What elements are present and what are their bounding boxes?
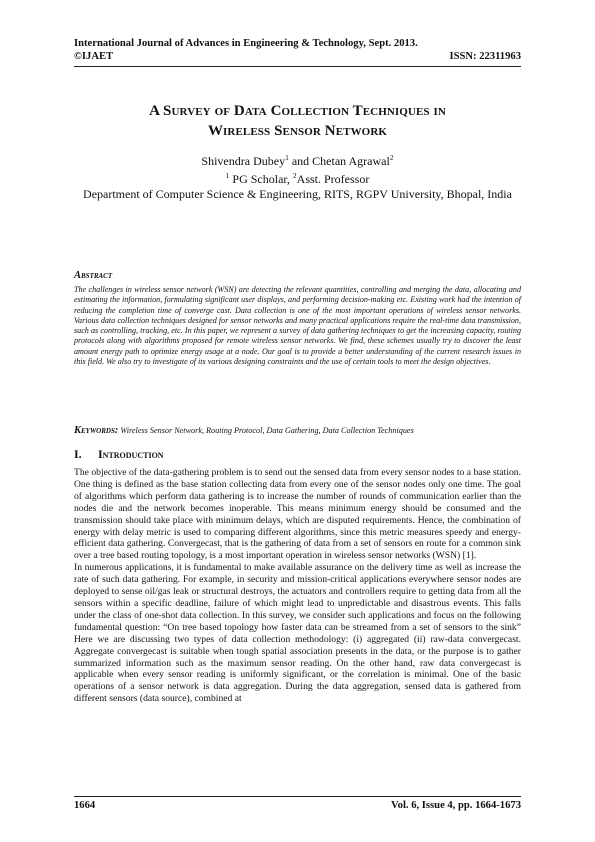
keywords-label: Keywords: [74,425,119,436]
copyright-label: ©IJAET [74,51,114,62]
journal-name: International Journal of Advances in Engineering & Technology, Sept. 2013. [74,38,418,49]
author-roles [74,169,521,186]
author-1: Shivendra Dubey [201,154,286,168]
section-title: Introduction [98,447,164,461]
section-number: I. [74,447,82,461]
issn-label: ISSN: 22311963 [449,51,521,62]
role-1-mark: 1 [225,171,230,180]
page-footer [74,800,521,811]
author-block [74,151,521,201]
abstract-text: The challenges in wireless sensor network (WSN) are detecting the relevant quantities, controlling and merging the data, allocating and estimating the information, formulating significant user displays, and performing decision-making etc. Existing work had the intention of reducing the completion time of converge cast. Data collection is one of the most important operations of wireless sensor networks. Various data collection techniques designed for sensor networks and many practical applications require the real-time data transmission, such as controlling, tracking, etc. In this paper, we represent a survey of data gathering techniques to get the increasing capacity, routing protocols along with algorithms proposed for remote wireless sensor networks. We find, these schemes usually try to discover the least amount energy path to optimize energy usage at a node. Our goal is to provide a better understanding of the current research issues in this field. We also try to investigate of its various designing constraints and the use of certain tools to meet the design objectives. [74,285,521,367]
title-line-1: A Survey of Data Collection Techniques in [149,103,446,119]
author-2: Chetan Agrawal [312,154,390,168]
running-header [74,37,521,63]
affiliation: Department of Computer Science & Engineering, RITS, RGPV University, Bhopal, India [83,187,512,201]
role-1: PG Scholar, [229,172,293,186]
author-names [74,151,521,168]
abstract-heading: Abstract [74,270,113,281]
paper-title [74,101,521,141]
role-2-mark: 2 [292,171,297,180]
footer-rule [74,796,521,797]
intro-paragraph-2: In numerous applications, it is fundamental to make available assurance on the delivery time as well as increase the rate of such data gathering. For example, in security and mission-critical applications everywhere sensor nodes are deployed to sense oil/gas leak or structural destroys, the actuators and controllers require to getting data from all the sensors within a specific deadline, failure of which might lead to unpredictable and disastrous events. This falls under the class of one-shot data collection. In this survey, we consider such applications and focus on the following fundamental question: “On tree based topology how faster data can be streamed from a set of sensors to the sink” Here we are discussing two types of data collection methodology: (i) aggregated (ii) raw-data convergecast. Aggregate convergecast is suitable when tough spatial association presents in the data, or the purpose is to gather summarized information such as the maximum sensor reading. On the other hand, raw data convergecast is applicable when every sensor reading is uniformly significant, or the correlation is minimal. One of the basic operations of a sensor network is data aggregation. During the data aggregation, sensed data is gathered from different sensors (data source), combined at [74,562,521,705]
keywords-text: Wireless Sensor Network, Routing Protocol, Data Gathering, Data Collection Techniques [118,426,414,435]
author-2-mark: 2 [389,153,394,162]
role-2: Asst. Professor [296,172,370,186]
introduction-body [74,467,521,705]
page-number: 1664 [74,800,96,811]
section-heading-introduction [74,447,164,462]
header-row [74,50,521,63]
volume-info: Vol. 6, Issue 4, pp. 1664-1673 [391,800,521,811]
title-line-2: Wireless Sensor Network [207,123,388,139]
header-rule [74,66,521,67]
author-1-mark: 1 [285,153,289,162]
author-and: and [288,154,313,168]
keywords-line [74,425,521,436]
intro-paragraph-1: The objective of the data-gathering problem is to send out the sensed data from every sensor nodes to a base station. One thing is defined as the base station collecting data from every one of the sensor nodes only one time. The goal of algorithms which perform data gathering is to increase the number of rounds of communication earlier than the nodes die and the network becomes inoperable. This means minimum energy should be consumed and the transmission should take place with minimum delays, which are disputed requirements. Hence, the combination of energy with delay metric is used to comparing different algorithms, since this metric measures speedy and energy-efficient data gathering. Convergecast, that is the gathering of data from a set of sensors en route for a common sink over a tree based routing topology, is a most important operation in wireless sensor networks (WSN) [1]. [74,467,521,562]
